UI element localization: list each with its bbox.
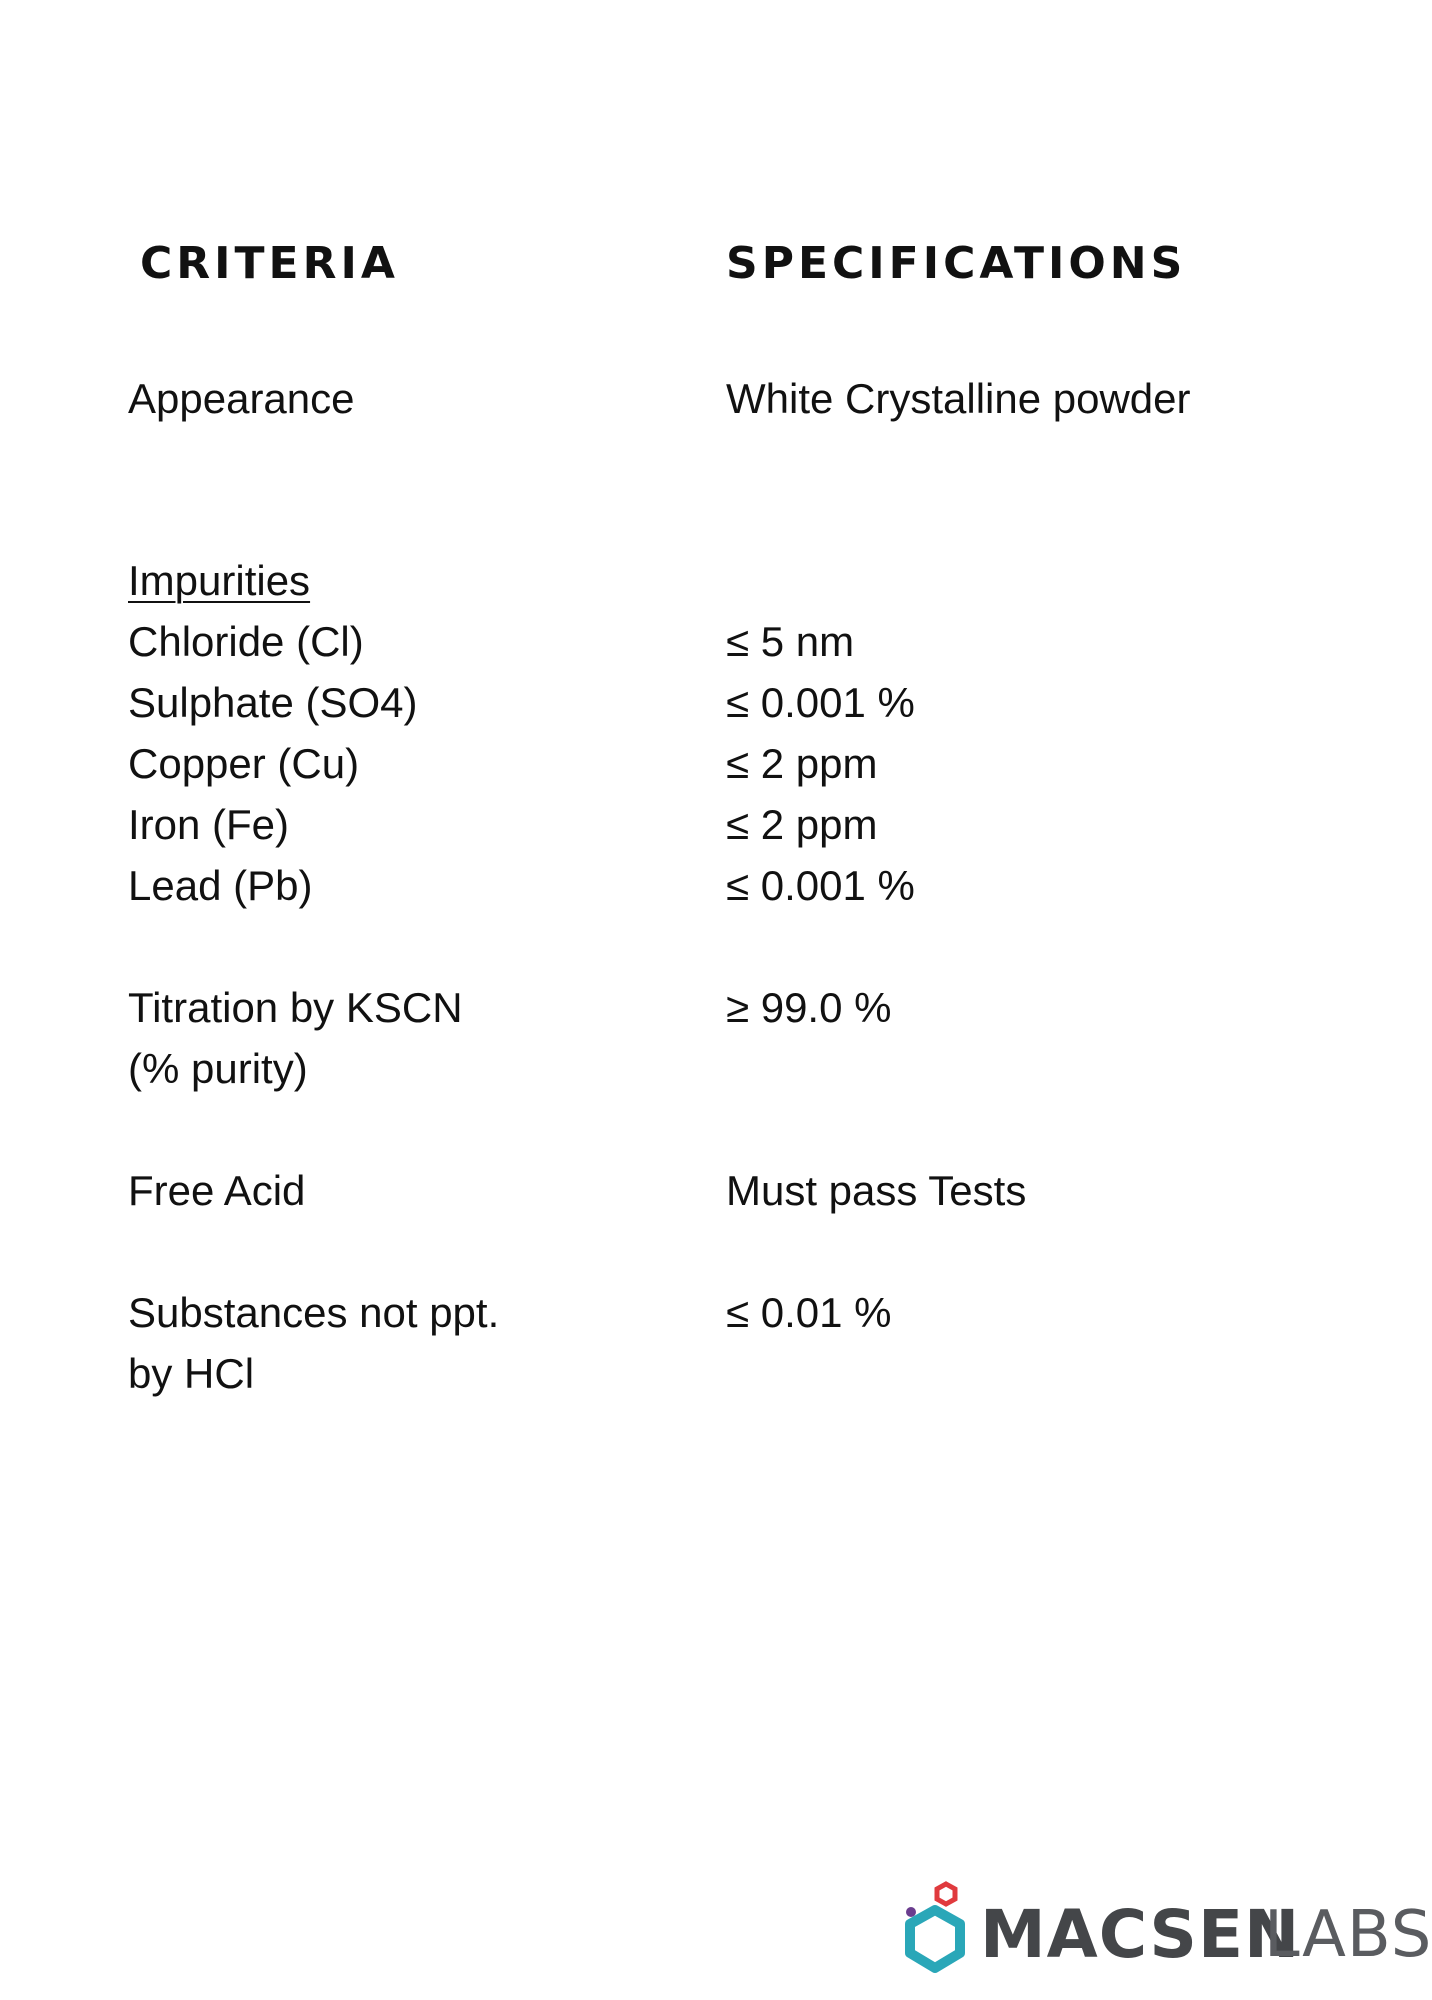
criterion-substances-line1: Substances not ppt. xyxy=(128,1289,500,1336)
spec-free-acid: Must pass Tests xyxy=(726,1167,1027,1214)
criterion-sulphate: Sulphate (SO4) xyxy=(128,679,418,726)
criterion-free-acid: Free Acid xyxy=(128,1167,306,1214)
spec-titration: ≥ 99.0 % xyxy=(726,984,892,1031)
small-hexagon-shape xyxy=(937,1884,955,1904)
spec-chloride: ≤ 5 nm xyxy=(726,618,855,665)
logo-name-bold: MACSEN xyxy=(980,1896,1301,1973)
criterion-lead: Lead (Pb) xyxy=(128,862,313,909)
spec-copper: ≤ 2 ppm xyxy=(726,740,878,787)
criterion-titration-line1: Titration by KSCN xyxy=(128,984,463,1031)
criterion-substances-line2: by HCl xyxy=(128,1350,255,1397)
spec-appearance: White Crystalline powder xyxy=(726,375,1191,422)
spec-substances: ≤ 0.01 % xyxy=(726,1289,892,1336)
macsen-labs-logo xyxy=(902,1880,1432,1980)
dot-shape xyxy=(906,1907,916,1917)
impurities-heading: Impurities xyxy=(128,557,311,604)
criteria-column-header: CRITERIA xyxy=(140,238,399,289)
main-hexagon-shape xyxy=(910,1910,960,1968)
spec-sulphate: ≤ 0.001 % xyxy=(726,679,915,726)
hexagon-logo-icon xyxy=(902,1880,968,1980)
criterion-chloride: Chloride (Cl) xyxy=(128,618,364,665)
spec-iron: ≤ 2 ppm xyxy=(726,801,878,848)
criterion-iron: Iron (Fe) xyxy=(128,801,290,848)
criterion-appearance: Appearance xyxy=(128,375,355,422)
criterion-copper: Copper (Cu) xyxy=(128,740,360,787)
specifications-column-header: SPECIFICATIONS xyxy=(726,238,1187,289)
logo-name-light: LABS xyxy=(1264,1898,1432,1972)
spec-lead: ≤ 0.001 % xyxy=(726,862,915,909)
criterion-titration-line2: (% purity) xyxy=(128,1045,308,1092)
